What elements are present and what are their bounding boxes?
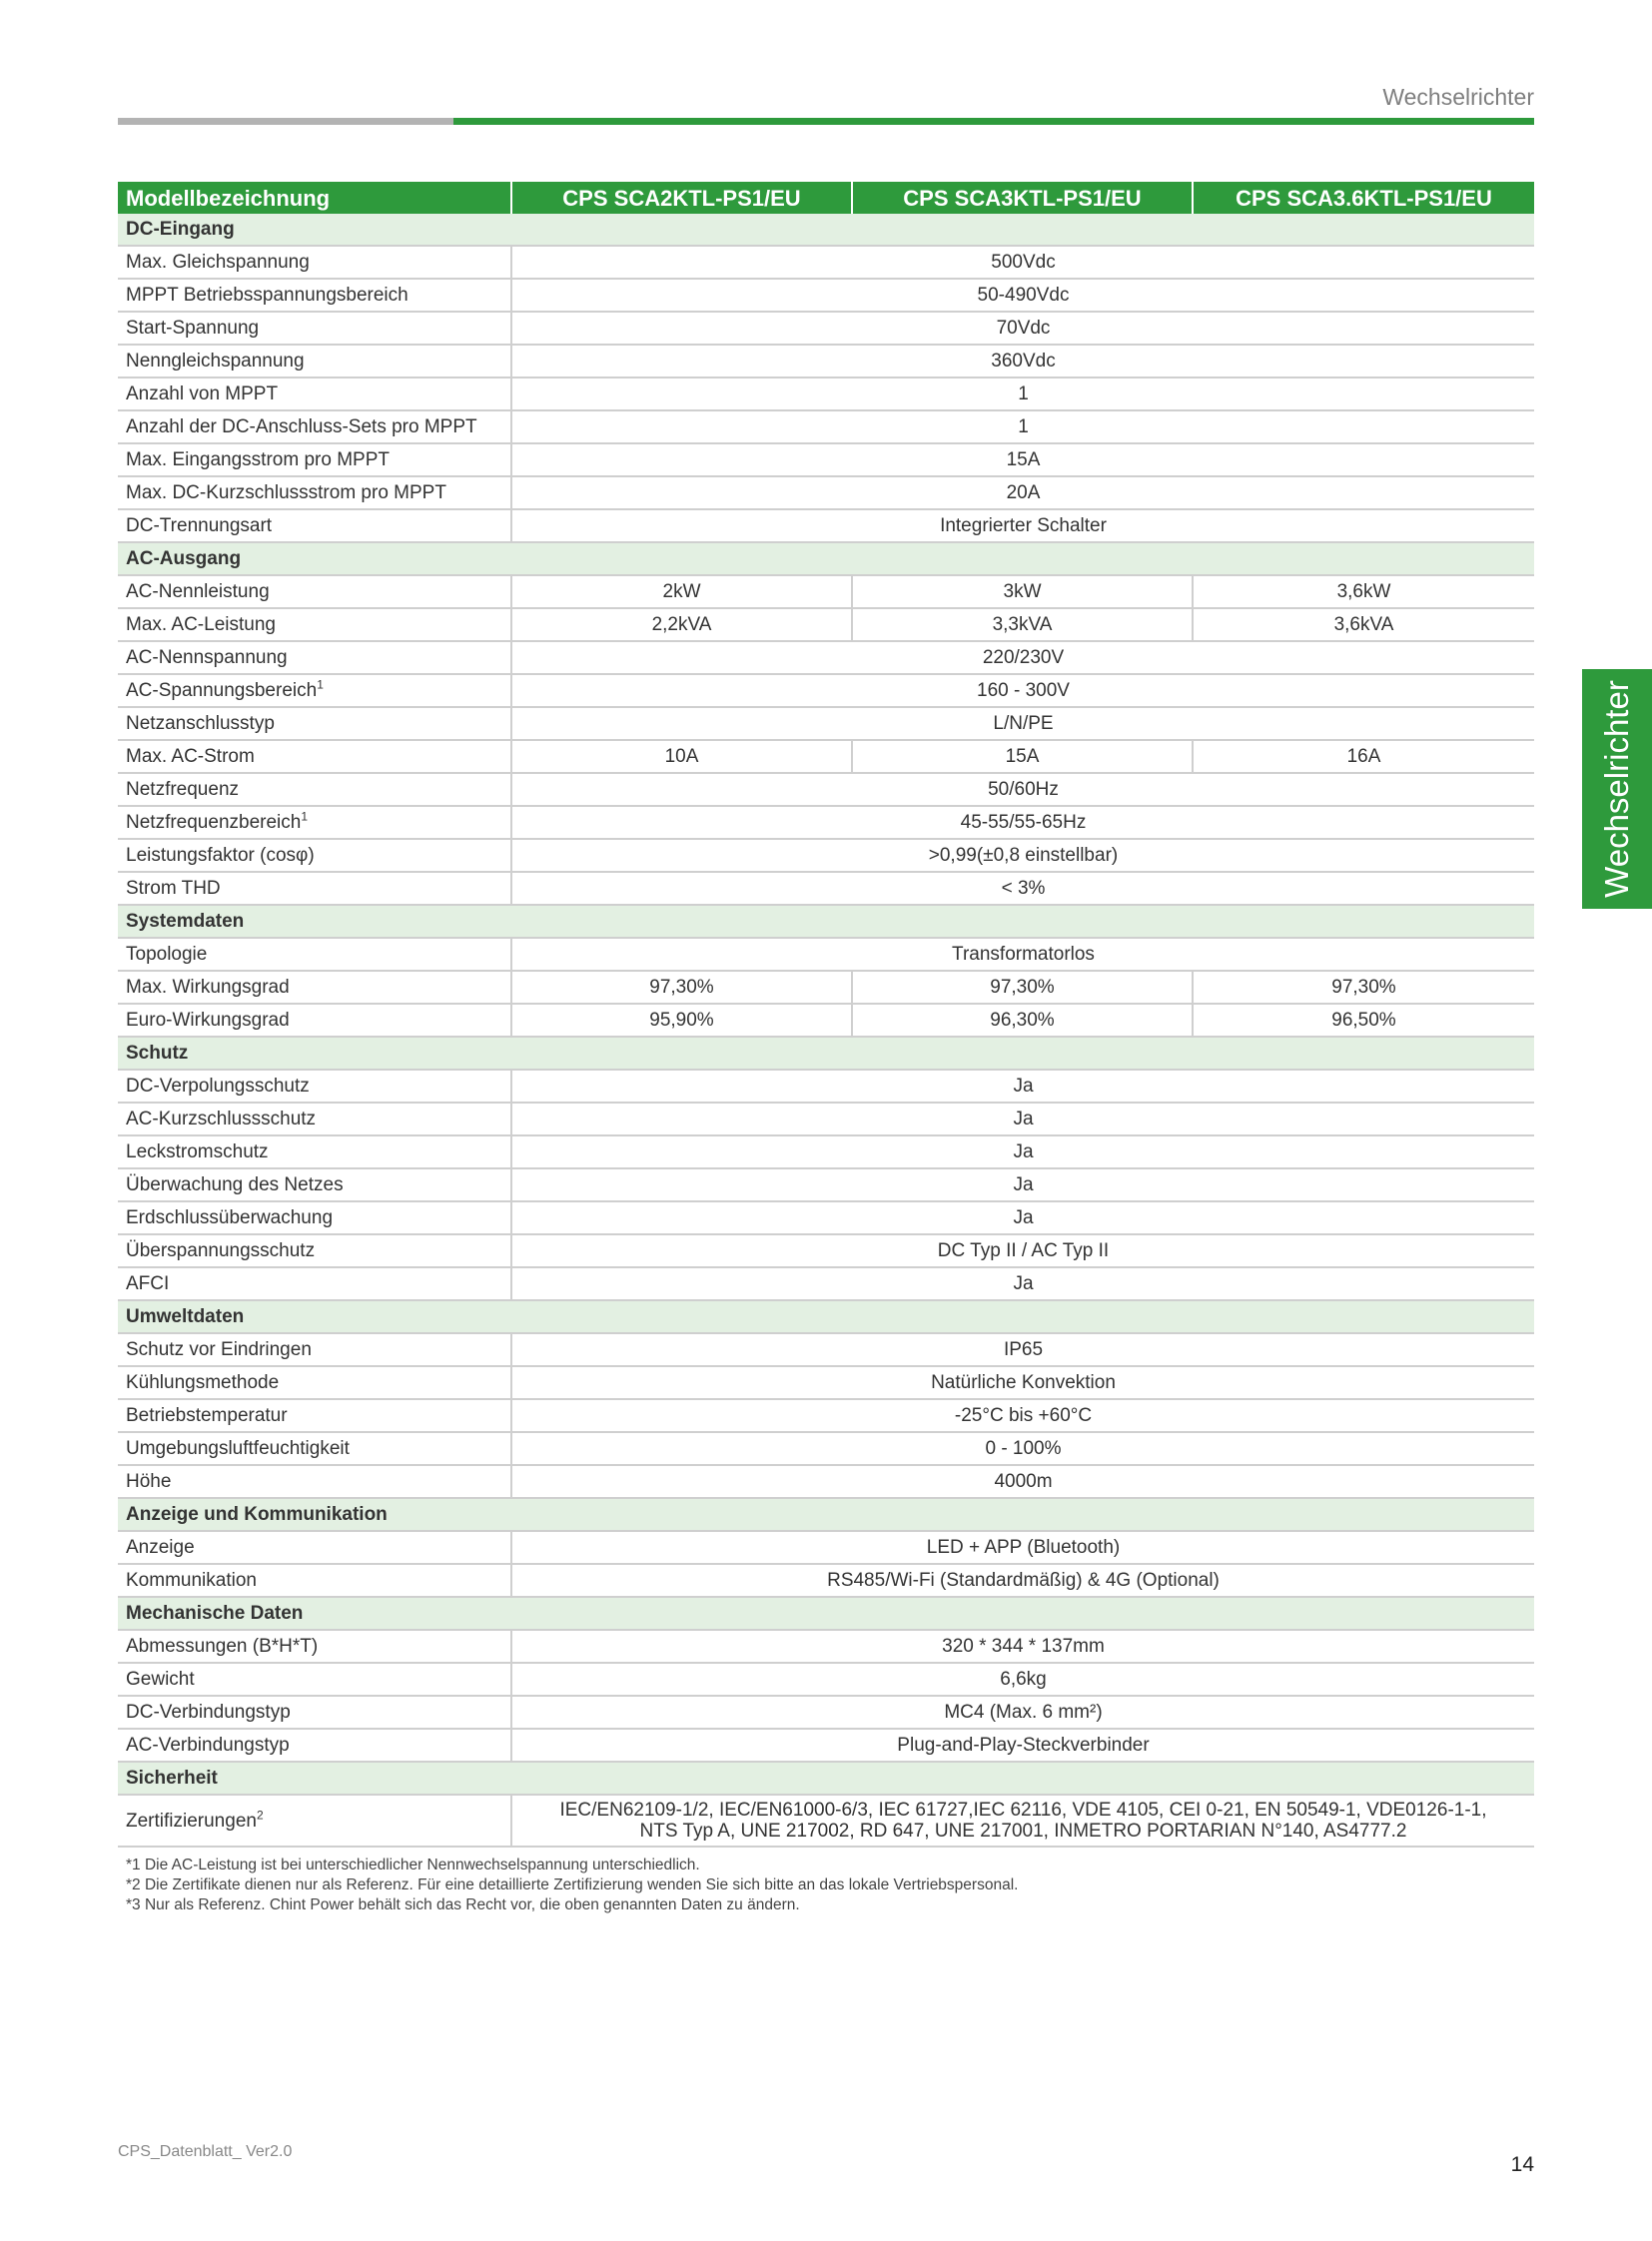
table-row <box>118 1531 1534 1564</box>
row-label-cell <box>118 443 511 476</box>
row-label-cell <box>118 345 511 377</box>
row-label: Netzanschlusstyp <box>126 713 275 734</box>
table-row <box>118 1696 1534 1729</box>
row-value: 3,3kVA <box>852 608 1193 641</box>
row-label-cell <box>118 971 511 1004</box>
row-value: 97,30% <box>511 971 852 1004</box>
row-label: DC-Verbindungstyp <box>126 1702 291 1723</box>
row-label-cell <box>118 1135 511 1168</box>
table-row <box>118 1103 1534 1135</box>
row-label: Strom THD <box>126 878 221 899</box>
footnotes <box>126 1856 1018 1915</box>
table-row <box>118 938 1534 971</box>
row-label: Zertifizierungen <box>126 1810 257 1832</box>
table-row <box>118 1234 1534 1267</box>
row-value: 360Vdc <box>511 345 1534 377</box>
table-row <box>118 971 1534 1004</box>
table-row <box>118 1564 1534 1597</box>
section-title: Systemdaten <box>118 905 1534 938</box>
header-rule-green <box>453 118 1534 125</box>
row-label-cell <box>118 476 511 509</box>
header-rule-grey <box>118 118 453 125</box>
row-value: 1 <box>511 377 1534 410</box>
row-label-cell <box>118 1267 511 1300</box>
row-value: 3,6kW <box>1193 575 1534 608</box>
table-row <box>118 1168 1534 1201</box>
table-row <box>118 839 1534 872</box>
row-value: -25°C bis +60°C <box>511 1399 1534 1432</box>
footnote: *2 Die Zertifikate dienen nur als Referenz. Für eine detaillierte Zertifizierung wenden Sie sich bitte an das lokale Vertriebspersonal. <box>126 1876 1019 1893</box>
row-label: Umgebungsluftfeuchtigkeit <box>126 1438 350 1459</box>
row-label: Kommunikation <box>126 1570 257 1591</box>
row-label: Netzfrequenzbereich <box>126 812 302 833</box>
table-row <box>118 575 1534 608</box>
row-value: DC Typ II / AC Typ II <box>511 1234 1534 1267</box>
section-row <box>118 542 1534 575</box>
row-label: Netzfrequenz <box>126 779 240 800</box>
row-label: AFCI <box>126 1273 170 1294</box>
header-model: CPS SCA3.6KTL-PS1/EU <box>1193 182 1534 214</box>
table-row <box>118 1333 1534 1366</box>
row-value: 95,90% <box>511 1004 852 1037</box>
row-value: Ja <box>511 1135 1534 1168</box>
row-label-cell <box>118 1630 511 1663</box>
header-label: Modellbezeichnung <box>118 182 511 214</box>
row-value: 0 - 100% <box>511 1432 1534 1465</box>
row-label: Anzeige <box>126 1537 195 1558</box>
row-label-cell <box>118 1366 511 1399</box>
section-row <box>118 1300 1534 1333</box>
row-value: Ja <box>511 1070 1534 1103</box>
table-row <box>118 345 1534 377</box>
footnote: *3 Nur als Referenz. Chint Power behält sich das Recht vor, die oben genannten Daten zu ändern. <box>126 1896 800 1913</box>
row-label: DC-Trennungsart <box>126 515 273 536</box>
header-title: Wechselrichter <box>1382 84 1534 110</box>
table-row <box>118 806 1534 839</box>
row-value: IEC/EN62109-1/2, IEC/EN61000-6/3, IEC 61727,IEC 62116, VDE 4105, CEI 0-21, EN 50549-1, VDE0126-1-1, NTS Typ A, UNE 217002, RD 647, UNE 217001, INMETRO PORTARIAN N°140, AS4777.2 <box>511 1795 1534 1847</box>
footer-doc-id: CPS_Datenblatt_ Ver2.0 <box>118 2143 293 2160</box>
table-row <box>118 509 1534 542</box>
row-value: Natürliche Konvektion <box>511 1366 1534 1399</box>
row-label-cell <box>118 1070 511 1103</box>
row-label: Max. AC-Leistung <box>126 614 276 635</box>
table-row <box>118 246 1534 279</box>
row-label: Höhe <box>126 1471 172 1492</box>
row-value: < 3% <box>511 872 1534 905</box>
row-label-cell <box>118 1729 511 1762</box>
row-label-cell <box>118 872 511 905</box>
row-value: >0,99(±0,8 einstellbar) <box>511 839 1534 872</box>
table-row <box>118 1729 1534 1762</box>
table-row <box>118 1267 1534 1300</box>
row-label-cell <box>118 1696 511 1729</box>
row-value: Ja <box>511 1201 1534 1234</box>
row-label: Max. Wirkungsgrad <box>126 977 290 998</box>
row-label-cell <box>118 1103 511 1135</box>
table-row <box>118 1663 1534 1696</box>
row-label: Max. DC-Kurzschlussstrom pro MPPT <box>126 482 446 503</box>
row-label-cell <box>118 246 511 279</box>
row-value: 220/230V <box>511 641 1534 674</box>
table-row <box>118 279 1534 312</box>
row-value: 96,30% <box>852 1004 1193 1037</box>
row-value: Ja <box>511 1267 1534 1300</box>
row-label-cell <box>118 608 511 641</box>
row-label-cell <box>118 279 511 312</box>
row-label-cell <box>118 1004 511 1037</box>
row-label-cell <box>118 1234 511 1267</box>
row-label-cell <box>118 740 511 773</box>
row-label: Max. Eingangsstrom pro MPPT <box>126 449 390 470</box>
row-label: Anzahl von MPPT <box>126 383 279 404</box>
row-value: IP65 <box>511 1333 1534 1366</box>
side-tab <box>1582 669 1652 909</box>
row-value: 97,30% <box>1193 971 1534 1004</box>
footnote-marker: 1 <box>301 809 309 824</box>
footnote: *1 Die AC-Leistung ist bei unterschiedlicher Nennwechselspannung unterschiedlich. <box>126 1857 700 1873</box>
row-value: 3kW <box>852 575 1193 608</box>
header-model: CPS SCA3KTL-PS1/EU <box>852 182 1193 214</box>
row-value: 96,50% <box>1193 1004 1534 1037</box>
row-label-cell <box>118 674 511 707</box>
row-label-cell <box>118 1333 511 1366</box>
row-label: Gewicht <box>126 1669 195 1690</box>
row-label: AC-Kurzschlussschutz <box>126 1109 317 1129</box>
row-label: Abmessungen (B*H*T) <box>126 1636 319 1657</box>
footnote-marker: 2 <box>256 1808 264 1823</box>
row-label-cell <box>118 707 511 740</box>
table-header-row <box>118 182 1534 214</box>
table-row <box>118 707 1534 740</box>
row-label: Anzahl der DC-Anschluss-Sets pro MPPT <box>126 416 477 437</box>
section-title: Umweltdaten <box>118 1300 1534 1333</box>
table-row <box>118 641 1534 674</box>
row-label: MPPT Betriebsspannungsbereich <box>126 285 409 306</box>
row-label: Erdschlussüberwachung <box>126 1207 334 1228</box>
row-label-cell <box>118 773 511 806</box>
row-value: 2kW <box>511 575 852 608</box>
row-label: Max. Gleichspannung <box>126 252 310 273</box>
row-label-cell <box>118 312 511 345</box>
row-label: Schutz vor Eindringen <box>126 1339 312 1360</box>
section-row <box>118 1498 1534 1531</box>
row-label-cell <box>118 1201 511 1234</box>
row-value: 1 <box>511 410 1534 443</box>
spec-table <box>118 182 1534 1848</box>
table-row <box>118 1070 1534 1103</box>
row-value: Plug-and-Play-Steckverbinder <box>511 1729 1534 1762</box>
row-value: 50/60Hz <box>511 773 1534 806</box>
footnote-marker: 1 <box>317 677 324 692</box>
table-row <box>118 872 1534 905</box>
section-title: Sicherheit <box>118 1762 1534 1795</box>
row-label-cell <box>118 1399 511 1432</box>
row-value: 6,6kg <box>511 1663 1534 1696</box>
table-row <box>118 1465 1534 1498</box>
row-value: 320 * 344 * 137mm <box>511 1630 1534 1663</box>
section-title: Schutz <box>118 1037 1534 1070</box>
spec-table-body <box>118 214 1534 1847</box>
row-label: Leckstromschutz <box>126 1141 269 1162</box>
row-label-cell <box>118 938 511 971</box>
row-value: Ja <box>511 1103 1534 1135</box>
row-value: Integrierter Schalter <box>511 509 1534 542</box>
table-row <box>118 312 1534 345</box>
row-value: RS485/Wi-Fi (Standardmäßig) & 4G (Optional) <box>511 1564 1534 1597</box>
header-model: CPS SCA2KTL-PS1/EU <box>511 182 852 214</box>
row-label-cell <box>118 839 511 872</box>
table-row <box>118 1004 1534 1037</box>
row-value: Ja <box>511 1168 1534 1201</box>
row-label: Start-Spannung <box>126 318 260 339</box>
table-row <box>118 1201 1534 1234</box>
table-row <box>118 476 1534 509</box>
row-value: 15A <box>852 740 1193 773</box>
row-value: 45-55/55-65Hz <box>511 806 1534 839</box>
table-row <box>118 1432 1534 1465</box>
table-row <box>118 1795 1534 1847</box>
row-label: Nenngleichspannung <box>126 351 305 372</box>
row-label: Topologie <box>126 944 208 965</box>
row-label-cell <box>118 1531 511 1564</box>
row-label-cell <box>118 1168 511 1201</box>
row-value: 70Vdc <box>511 312 1534 345</box>
table-row <box>118 773 1534 806</box>
table-row <box>118 740 1534 773</box>
row-value: 50-490Vdc <box>511 279 1534 312</box>
table-row <box>118 1366 1534 1399</box>
table-row <box>118 410 1534 443</box>
row-value: 16A <box>1193 740 1534 773</box>
table-row <box>118 1630 1534 1663</box>
table-row <box>118 377 1534 410</box>
row-label-cell <box>118 1663 511 1696</box>
table-row <box>118 1135 1534 1168</box>
row-value: Transformatorlos <box>511 938 1534 971</box>
row-value: 20A <box>511 476 1534 509</box>
row-value: LED + APP (Bluetooth) <box>511 1531 1534 1564</box>
section-row <box>118 214 1534 246</box>
row-label-cell <box>118 1795 511 1847</box>
row-label-cell <box>118 1564 511 1597</box>
row-value: MC4 (Max. 6 mm²) <box>511 1696 1534 1729</box>
table-row <box>118 674 1534 707</box>
row-label: Euro-Wirkungsgrad <box>126 1010 290 1031</box>
row-label-cell <box>118 1432 511 1465</box>
row-value: 3,6kVA <box>1193 608 1534 641</box>
table-row <box>118 608 1534 641</box>
row-value: 4000m <box>511 1465 1534 1498</box>
row-label: AC-Nennspannung <box>126 647 288 668</box>
row-label-cell <box>118 509 511 542</box>
row-label-cell <box>118 410 511 443</box>
row-label-cell <box>118 1465 511 1498</box>
page-number: 14 <box>1510 2153 1534 2176</box>
section-row <box>118 1762 1534 1795</box>
section-title: AC-Ausgang <box>118 542 1534 575</box>
row-label: AC-Verbindungstyp <box>126 1735 290 1756</box>
row-label: Überspannungsschutz <box>126 1240 316 1261</box>
row-label: AC-Spannungsbereich <box>126 680 318 701</box>
table-row <box>118 443 1534 476</box>
section-title: Mechanische Daten <box>118 1597 1534 1630</box>
side-tab-label: Wechselrichter <box>1598 680 1635 898</box>
row-value: 10A <box>511 740 852 773</box>
row-label: Leistungsfaktor (cosφ) <box>126 845 315 866</box>
row-label-cell <box>118 575 511 608</box>
row-label: Kühlungsmethode <box>126 1372 280 1393</box>
section-row <box>118 1037 1534 1070</box>
row-value: 15A <box>511 443 1534 476</box>
row-value: 97,30% <box>852 971 1193 1004</box>
row-value: 500Vdc <box>511 246 1534 279</box>
row-label: Max. AC-Strom <box>126 746 255 767</box>
row-label: AC-Nennleistung <box>126 581 270 602</box>
row-label-cell <box>118 806 511 839</box>
section-title: DC-Eingang <box>118 214 1534 246</box>
row-value: 160 - 300V <box>511 674 1534 707</box>
row-label: Betriebstemperatur <box>126 1405 288 1426</box>
row-label-cell <box>118 641 511 674</box>
row-label: Überwachung des Netzes <box>126 1174 344 1195</box>
table-row <box>118 1399 1534 1432</box>
section-title: Anzeige und Kommunikation <box>118 1498 1534 1531</box>
row-label: DC-Verpolungsschutz <box>126 1076 310 1097</box>
row-label-cell <box>118 377 511 410</box>
row-value: L/N/PE <box>511 707 1534 740</box>
row-value: 2,2kVA <box>511 608 852 641</box>
section-row <box>118 1597 1534 1630</box>
section-row <box>118 905 1534 938</box>
